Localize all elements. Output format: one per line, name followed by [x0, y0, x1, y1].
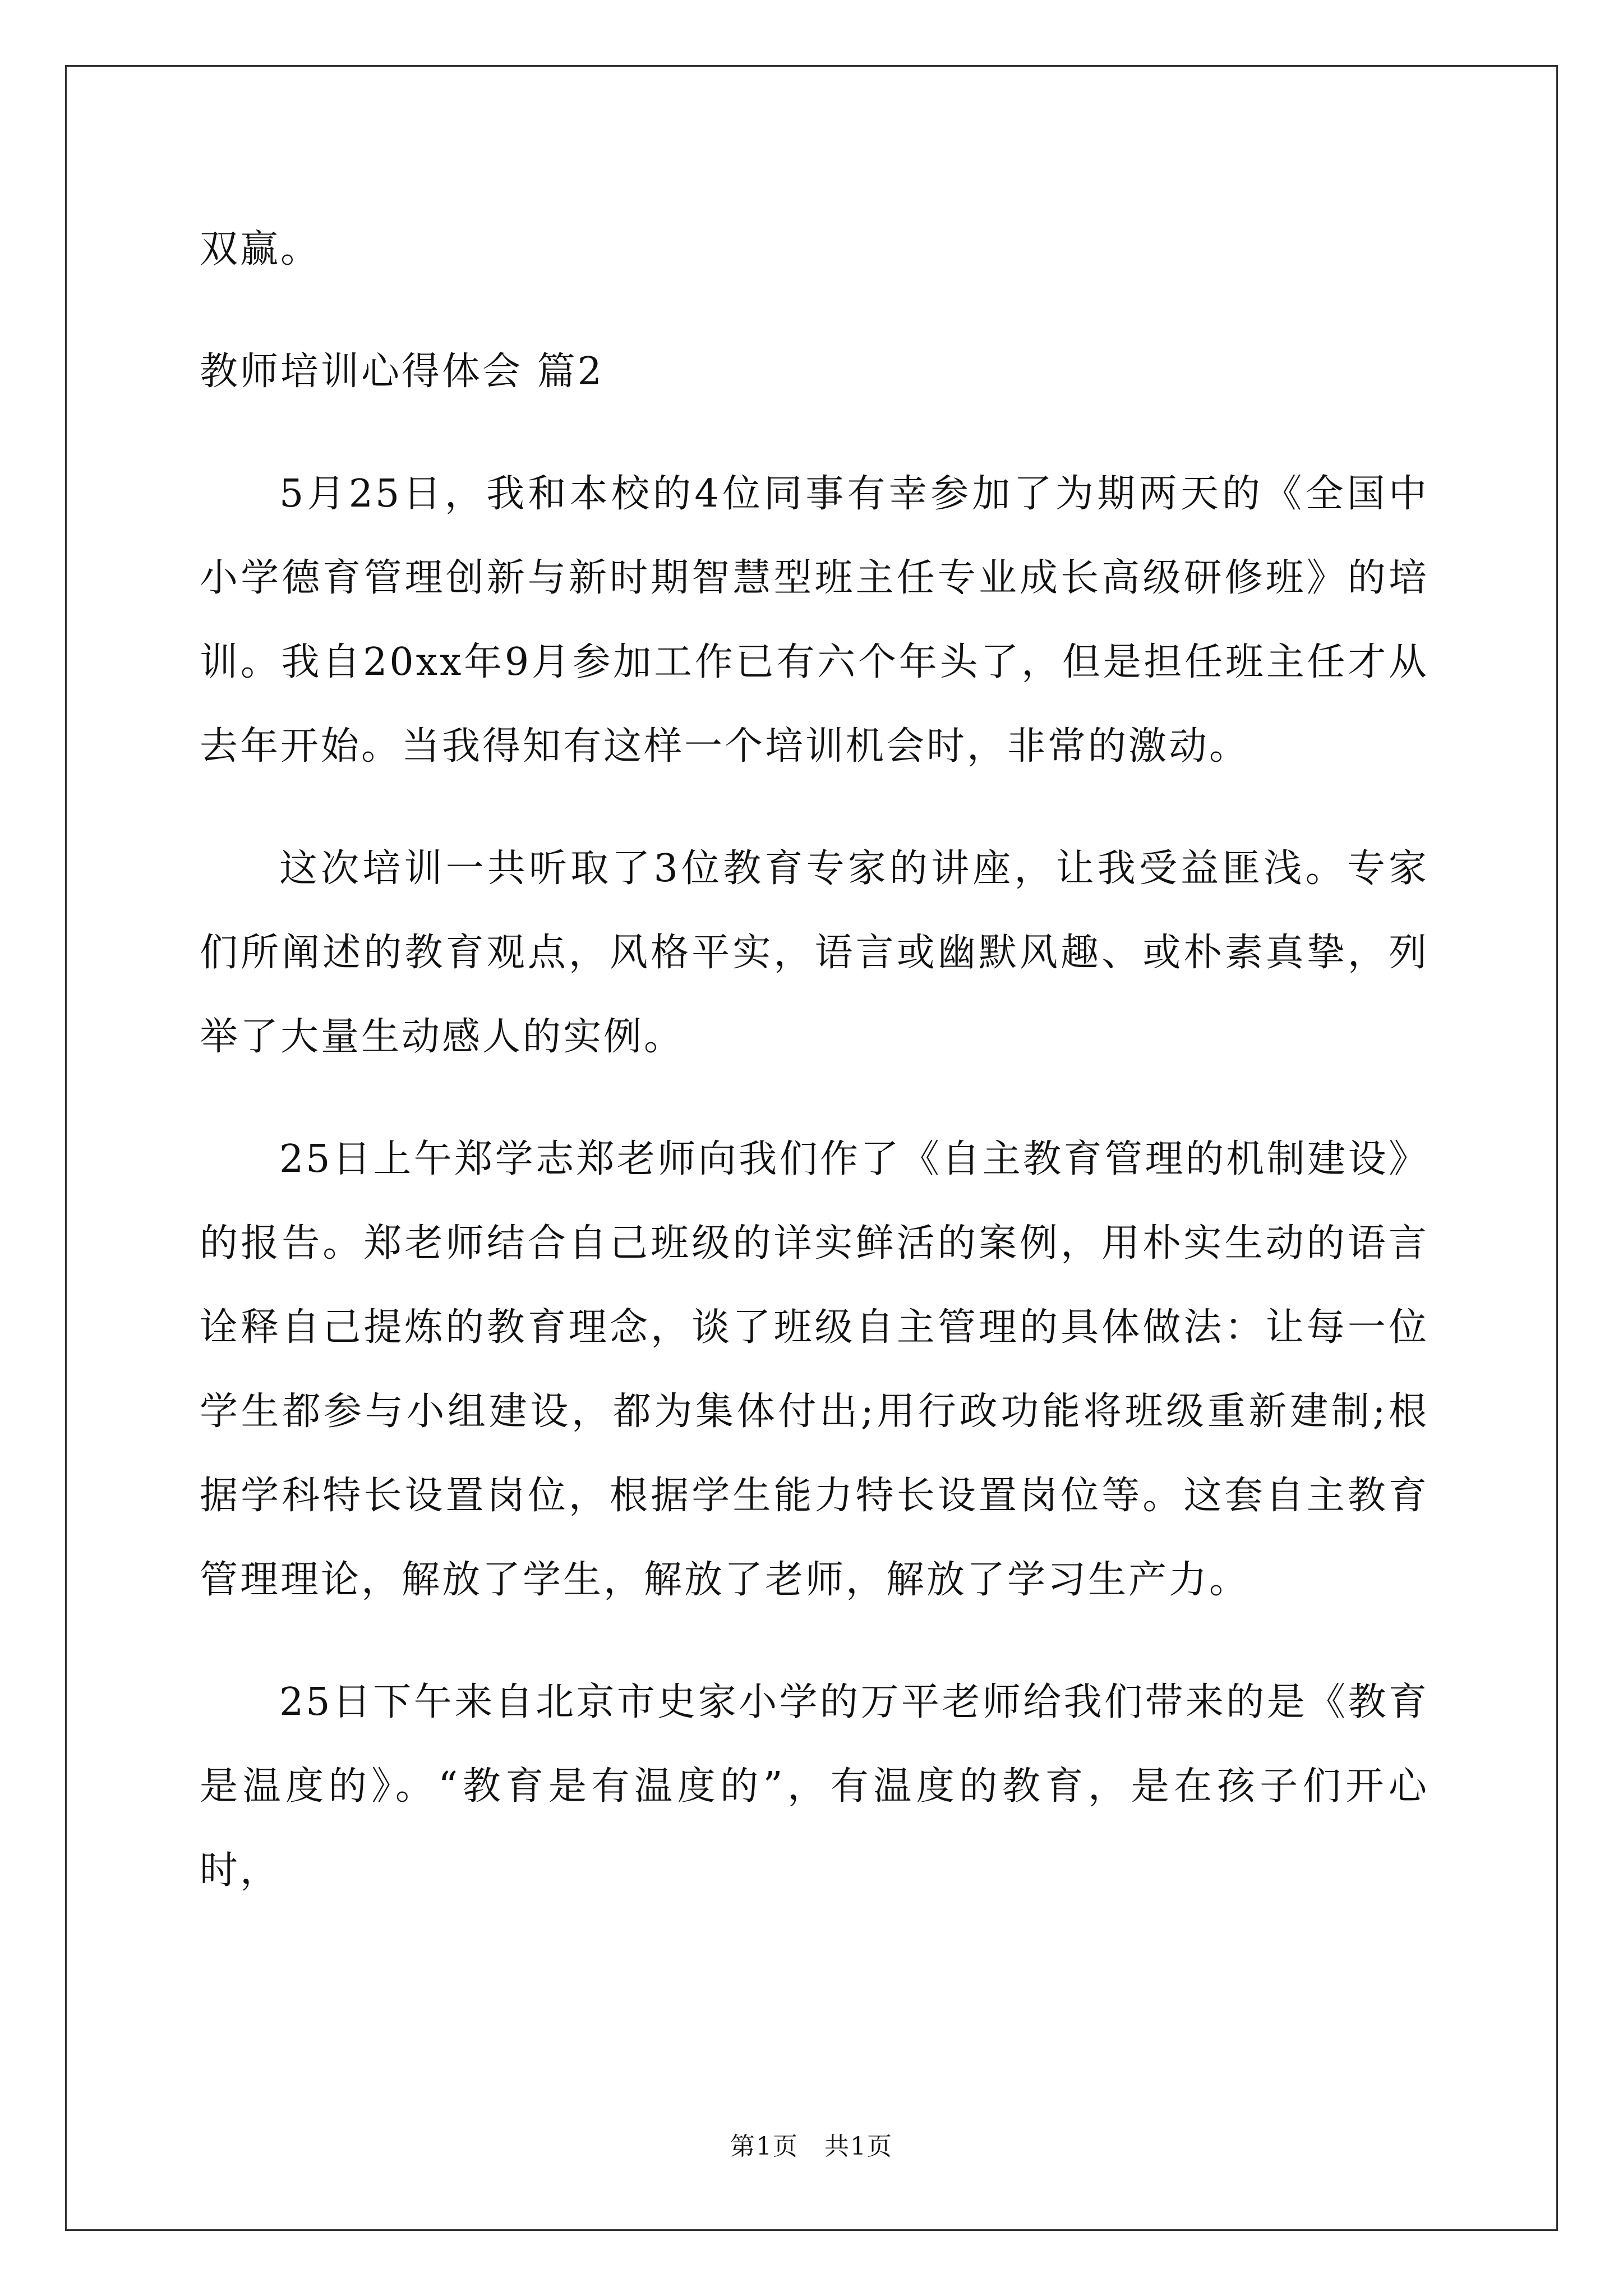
paragraph-afternoon-report: 25日下午来自北京市史家小学的万平老师给我们带来的是《教育是温度的》。“教育是有温度的”，有温度的教育，是在孩子们开心时，	[200, 1680, 1429, 1893]
paragraph-gap	[200, 789, 1429, 827]
paragraph-continuation: 双赢。	[200, 227, 321, 272]
paragraph-gap	[200, 1622, 1429, 1660]
paragraph-lectures: 这次培训一共听取了3位教育专家的讲座，让我受益匪浅。专家们所阐述的教育观点，风格平实，语言或幽默风趣、或朴素真挚，列举了大量生动感人的实例。	[200, 846, 1429, 1059]
page-footer: 第1页 共1页	[730, 2132, 893, 2161]
paragraph-gap	[200, 292, 1429, 330]
paragraph-gap	[200, 414, 1429, 452]
document-body	[200, 208, 1429, 1913]
section-heading: 教师培训心得体会 篇2	[200, 349, 604, 394]
paragraph-gap	[200, 1079, 1429, 1117]
paragraph-intro: 5月25日，我和本校的4位同事有幸参加了为期两天的《全国中小学德育管理创新与新时期智慧型班主任专业成长高级研修班》的培训。我自20xx年9月参加工作已有六个年头了，但是担任班主任才从去年开始。当我得知有这样一个培训机会时，非常的激动。	[200, 472, 1429, 769]
paragraph-morning-report: 25日上午郑学志郑老师向我们作了《自主教育管理的机制建设》的报告。郑老师结合自己班级的详实鲜活的案例，用朴实生动的语言诠释自己提炼的教育理念，谈了班级自主管理的具体做法：让每一位学生都参与小组建设，都为集体付出;用行政功能将班级重新建制;根据学科特长设置岗位，根据学生能力特长设置岗位等。这套自主教育管理理论，解放了学生，解放了老师，解放了学习生产力。	[200, 1137, 1429, 1602]
